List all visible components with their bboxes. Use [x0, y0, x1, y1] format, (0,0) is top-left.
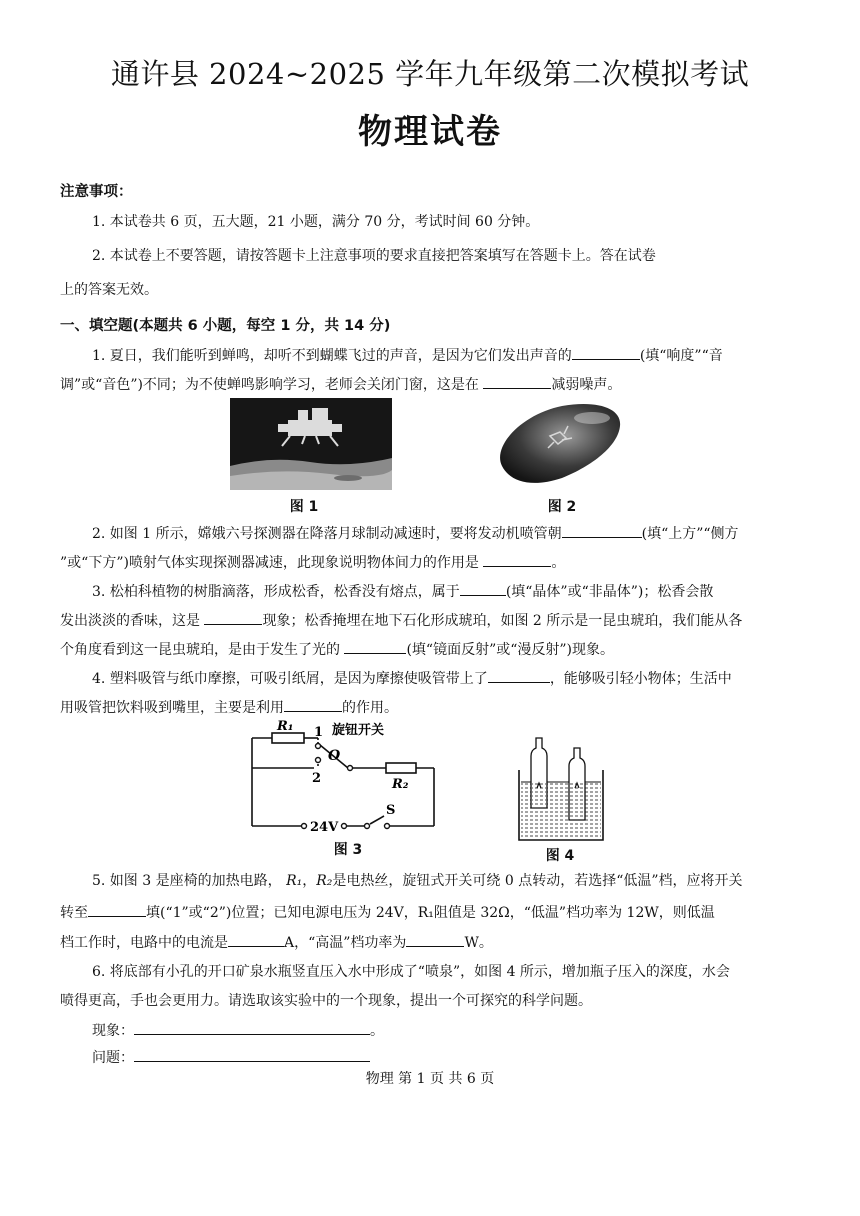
- contact-2-label: 2: [312, 771, 322, 786]
- answer-blank[interactable]: [488, 668, 550, 683]
- question-4-line-2: 用吸管把饮料吸到嘴里，主要是利用 的作用。: [60, 697, 800, 718]
- notice-item-1: 1. 本试卷共 6 页，五大题，21 小题，满分 70 分，考试时间 60 分钟。: [92, 214, 540, 230]
- phenomenon-answer-blank[interactable]: [134, 1020, 370, 1035]
- answer-blank[interactable]: [483, 552, 551, 567]
- pivot-o-label: O: [328, 748, 341, 764]
- answer-blank[interactable]: [228, 932, 284, 947]
- question-3-line-1: 3. 松柏科植物的树脂滴落，形成松香，松香没有熔点，属于 (填“晶体”或“非晶体”)；松香会散: [92, 581, 800, 602]
- answer-blank[interactable]: [88, 902, 146, 917]
- answer-blank[interactable]: [204, 610, 262, 625]
- answer-blank[interactable]: [483, 374, 551, 389]
- r2-label: R₂: [392, 777, 409, 792]
- figure-4-caption: 图 4: [545, 848, 575, 864]
- question-answer-blank[interactable]: [134, 1047, 370, 1062]
- answer-blank[interactable]: [344, 639, 406, 654]
- phenomenon-line: 现象： 。: [92, 1020, 800, 1041]
- voltage-label: 24V: [310, 820, 339, 835]
- answer-blank[interactable]: [562, 523, 642, 538]
- switch-s-label: S: [386, 803, 396, 818]
- page-footer: 物理 第 1 页 共 6 页: [365, 1071, 495, 1087]
- question-6-line-1: 6. 将底部有小孔的开口矿泉水瓶竖直压入水中形成了“喷泉”，如图 4 所示，增加瓶子压入的深度，水会: [92, 964, 730, 980]
- figure-1-caption: 图 1: [289, 499, 319, 515]
- question-4-line-1: 4. 塑料吸管与纸巾摩擦，可吸引纸屑，是因为摩擦使吸管带上了 ，能够吸引轻小物体；生活中: [92, 668, 800, 689]
- question-5-line-2: 转至 填(“1”或“2”)位置；已知电源电压为 24V，R₁阻值是 32Ω，“低温”档功率为 12W，则低温: [60, 902, 800, 923]
- subject-title: 物理试卷: [358, 112, 502, 152]
- question-2-line-1: 2. 如图 1 所示，嫦娥六号探测器在降落月球制动减速时，要将发动机喷管朝 (填“上方”“侧方: [92, 523, 800, 544]
- answer-blank[interactable]: [406, 932, 464, 947]
- notice-item-2: 2. 本试卷上不要答题，请按答题卡上注意事项的要求直接把答案填写在答题卡上。答在试卷: [92, 248, 656, 264]
- notice-heading: 注意事项：: [60, 184, 133, 200]
- answer-blank[interactable]: [284, 697, 342, 712]
- question-6-line-2: 喷得更高，手也会更用力。请选取该实验中的一个现象，提出一个可探究的科学问题。: [60, 993, 592, 1009]
- contact-1-label: 1: [314, 725, 324, 740]
- answer-blank[interactable]: [460, 581, 506, 596]
- question-2-line-2: ”或“下方”)喷射气体实现探测器减速，此现象说明物体间力的作用是 。: [60, 552, 800, 573]
- question-1-line-1: 1. 夏日，我们能听到蝉鸣，却听不到蝴蝶飞过的声音，是因为它们发出声音的 (填“响度”“音: [92, 345, 800, 366]
- knob-switch-label: 旋钮开关: [332, 723, 385, 738]
- question-3-line-3: 个角度看到这一昆虫琥珀，是由于发生了光的 (填“镜面反射”或“漫反射”)现象。: [60, 639, 800, 660]
- question-line: 问题：: [92, 1047, 800, 1068]
- figure-2-caption: 图 2: [547, 499, 577, 515]
- r1-label: R₁: [277, 719, 294, 734]
- figure-2-amber-photo: [492, 396, 628, 490]
- question-5-line-3: 档工作时，电路中的电流是 A，“高温”档功率为 W。: [60, 932, 800, 953]
- section-heading: 一、填空题(本题共 6 小题，每空 1 分，共 14 分): [60, 318, 391, 334]
- answer-blank[interactable]: [572, 345, 640, 360]
- question-1-line-2: 调”或“音色”)不同；为不使蝉鸣影响学习，老师会关闭门窗，这是在 减弱噪声。: [60, 374, 800, 395]
- notice-item-2-cont: 上的答案无效。: [60, 282, 158, 298]
- exam-title: 通许县 2024~2025 学年九年级第二次模拟考试: [110, 57, 750, 91]
- question-5-line-1: 5. 如图 3 是座椅的加热电路， R₁，R₂是电热丝，旋钮式开关可绕 0 点转动，若选择“低温”档，应将开关: [92, 873, 743, 889]
- figure-3-circuit-diagram: [240, 716, 440, 842]
- figure-1-lunar-lander-photo: [230, 398, 392, 490]
- question-3-line-2: 发出淡淡的香味，这是 现象；松香掩埋在地下石化形成琥珀，如图 2 所示是一昆虫琥珀，我们能从各: [60, 610, 800, 631]
- figure-4-bottle-fountain-diagram: [515, 734, 607, 842]
- figure-3-caption: 图 3: [333, 842, 363, 858]
